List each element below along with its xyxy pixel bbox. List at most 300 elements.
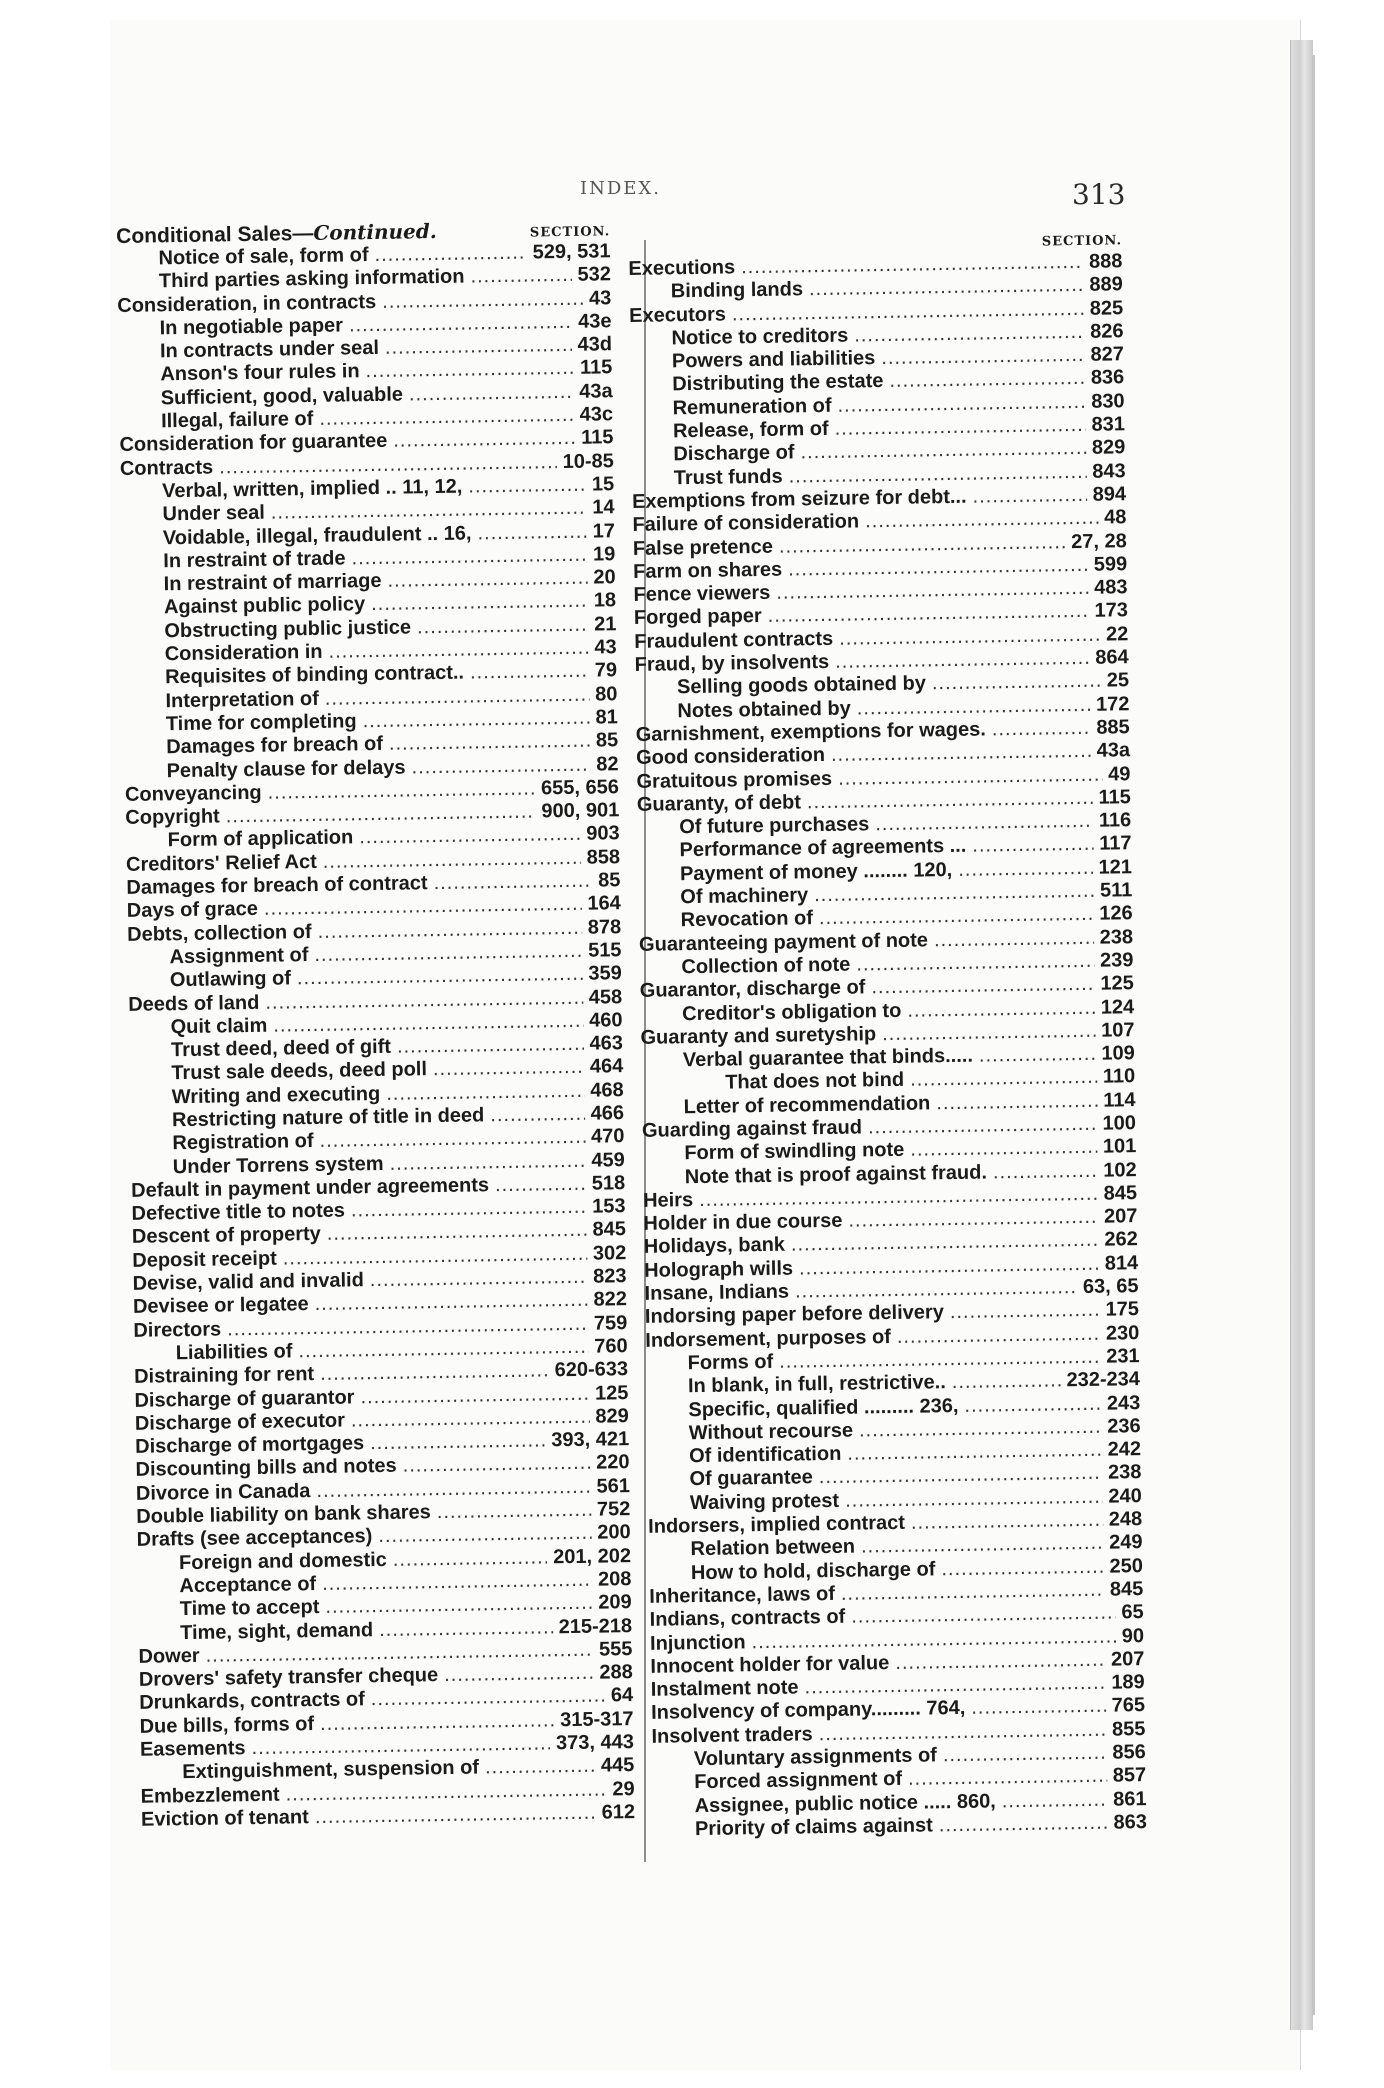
leader-dots bbox=[992, 717, 1091, 742]
entry-term: Discharge of mortgages bbox=[135, 1432, 365, 1458]
leader-dots bbox=[402, 1452, 590, 1478]
entry-section-number: 80 bbox=[595, 682, 618, 706]
entry-section-number: 49 bbox=[1108, 762, 1131, 786]
entry-section-number: 845 bbox=[1109, 1577, 1144, 1601]
entry-term: Against public policy bbox=[163, 593, 366, 619]
leader-dots bbox=[485, 1755, 595, 1780]
entry-section-number: 231 bbox=[1106, 1345, 1140, 1368]
entry-section-number: 125 bbox=[594, 1381, 629, 1405]
entry-section-number: 814 bbox=[1104, 1251, 1139, 1275]
entry-section-number: 173 bbox=[1094, 599, 1129, 623]
entry-term: Note that is proof against fraud. bbox=[684, 1161, 988, 1188]
entry-term: Indorsement, purposes of bbox=[645, 1325, 892, 1352]
leader-dots bbox=[889, 367, 1085, 393]
entry-term: Trust sale deeds, deed poll bbox=[171, 1058, 428, 1085]
leader-dots bbox=[433, 870, 592, 896]
entry-section-number: 65 bbox=[1121, 1601, 1144, 1624]
entry-section-number: 43e bbox=[578, 310, 612, 333]
entry-section-number: 15 bbox=[591, 473, 615, 496]
leader-dots bbox=[444, 1662, 594, 1688]
entry-term: Writing and executing bbox=[171, 1082, 381, 1108]
entry-term: Time for completing bbox=[165, 710, 357, 736]
entry-term: Form of application bbox=[167, 826, 354, 852]
entry-term: Extinguishment, suspension of bbox=[182, 1756, 480, 1784]
leader-dots bbox=[379, 1616, 553, 1642]
entry-term: Holidays, bank bbox=[643, 1234, 786, 1259]
entry-section-number: 843 bbox=[1092, 459, 1126, 483]
entry-term: Assignment of bbox=[169, 943, 309, 969]
leader-dots bbox=[417, 613, 588, 639]
entry-section-number: 885 bbox=[1096, 716, 1130, 739]
entry-term: Revocation of bbox=[680, 907, 814, 932]
leader-dots bbox=[875, 810, 1093, 837]
entry-term: That does not bind bbox=[725, 1069, 905, 1094]
leader-dots bbox=[409, 381, 574, 407]
entry-section-number: 856 bbox=[1112, 1741, 1146, 1764]
entry-term: Anson's four rules in bbox=[160, 360, 360, 386]
leader-dots bbox=[895, 1648, 1105, 1675]
entry-term: Guarding against fraud bbox=[641, 1116, 863, 1142]
entry-section-number: 458 bbox=[588, 985, 623, 1009]
leader-dots bbox=[882, 1020, 1095, 1047]
right-entry-list bbox=[628, 250, 1147, 1842]
entry-term: Sufficient, good, valuable bbox=[160, 383, 404, 410]
leader-dots bbox=[971, 1695, 1106, 1720]
entry-section-number: 900, 901 bbox=[541, 799, 620, 823]
entry-section-number: 889 bbox=[1089, 273, 1123, 297]
leader-dots bbox=[932, 670, 1101, 696]
entry-section-number: 27, 28 bbox=[1071, 529, 1127, 553]
entry-section-number: 599 bbox=[1093, 553, 1128, 576]
entry-section-number: 164 bbox=[587, 892, 621, 915]
leader-dots bbox=[371, 590, 588, 617]
leader-dots bbox=[490, 1103, 585, 1128]
entry-term: Holograph wills bbox=[644, 1257, 794, 1282]
entry-section-number: 831 bbox=[1091, 413, 1126, 436]
entry-section-number: 359 bbox=[588, 962, 623, 985]
entry-section-number: 829 bbox=[1091, 436, 1126, 460]
page-edge bbox=[1290, 40, 1313, 2030]
entry-term: Insolvent traders bbox=[651, 1722, 813, 1748]
entry-section-number: 209 bbox=[598, 1591, 632, 1614]
entry-section-number: 759 bbox=[593, 1311, 628, 1335]
entry-section-number: 43a bbox=[1096, 739, 1131, 762]
leader-dots bbox=[939, 1812, 1108, 1838]
entry-section-number: 201, 202 bbox=[552, 1544, 632, 1568]
entry-section-number: 64 bbox=[610, 1684, 634, 1707]
section-label: SECTION. bbox=[1041, 233, 1123, 250]
page-number: 313 bbox=[1072, 178, 1126, 211]
entry-term: Failure of consideration bbox=[632, 510, 860, 537]
entry-section-number: 373, 443 bbox=[555, 1731, 635, 1755]
index-column-right bbox=[628, 232, 1147, 1842]
entry-term: Devisee or legatee bbox=[132, 1293, 309, 1319]
entry-term: Exemptions from seizure for debt... bbox=[631, 485, 967, 513]
entry-section-number: 20 bbox=[593, 566, 616, 589]
entry-section-number: 43c bbox=[579, 403, 614, 426]
leader-dots bbox=[950, 1299, 1100, 1325]
entry-term: Guaranty and suretyship bbox=[640, 1022, 877, 1049]
leader-dots bbox=[477, 520, 587, 545]
leader-dots bbox=[943, 1742, 1107, 1768]
entry-section-number: 189 bbox=[1111, 1671, 1145, 1694]
entry-term: Letter of recommendation bbox=[683, 1092, 931, 1118]
entry-term: In contracts under seal bbox=[159, 337, 380, 363]
leader-dots bbox=[881, 344, 1085, 370]
leader-dots bbox=[374, 242, 526, 268]
entry-section-number: 822 bbox=[593, 1288, 628, 1311]
entry-term: Trust funds bbox=[673, 465, 783, 489]
entry-section-number: 110 bbox=[1102, 1065, 1136, 1089]
entry-section-number: 19 bbox=[592, 543, 616, 566]
entry-section-number: 240 bbox=[1108, 1484, 1142, 1508]
leader-dots bbox=[433, 1056, 584, 1082]
entry-term: Inheritance, laws of bbox=[649, 1582, 836, 1608]
entry-section-number: 79 bbox=[594, 659, 618, 682]
entry-section-number: 612 bbox=[601, 1800, 636, 1824]
leader-dots bbox=[437, 1499, 591, 1525]
entry-term: Easements bbox=[139, 1737, 246, 1761]
entry-term: Innocent holder for value bbox=[650, 1651, 890, 1678]
leader-dots bbox=[897, 1322, 1100, 1348]
entry-section-number: 21 bbox=[593, 612, 617, 636]
leader-dots bbox=[393, 1546, 548, 1572]
entry-section-number: 236 bbox=[1107, 1414, 1141, 1438]
entry-section-number: 836 bbox=[1090, 366, 1125, 390]
entry-section-number: 470 bbox=[590, 1125, 625, 1148]
entry-section-number: 511 bbox=[1099, 879, 1133, 902]
leader-dots bbox=[378, 1522, 591, 1549]
entry-section-number: 845 bbox=[592, 1218, 627, 1242]
entry-section-number: 109 bbox=[1101, 1042, 1136, 1065]
entry-section-number: 43 bbox=[594, 636, 617, 659]
entry-term: Assignee, public notice ..... 860, bbox=[694, 1790, 996, 1817]
entry-section-number: 894 bbox=[1092, 483, 1127, 506]
leader-dots bbox=[386, 1079, 584, 1105]
entry-section-number: 208 bbox=[597, 1567, 632, 1591]
entry-term: Insolvency of company......... 764, bbox=[650, 1697, 966, 1725]
leader-dots bbox=[952, 1370, 1061, 1395]
entry-section-number: 262 bbox=[1104, 1228, 1138, 1252]
entry-term: Notice of sale, form of bbox=[158, 244, 369, 270]
entry-section-number: 14 bbox=[592, 496, 615, 519]
entry-section-number: 529, 531 bbox=[532, 240, 611, 264]
entry-section-number: 515 bbox=[587, 939, 622, 962]
entry-term: How to hold, discharge of bbox=[690, 1557, 936, 1584]
entry-section-number: 43a bbox=[579, 380, 613, 403]
leader-dots bbox=[936, 1089, 1097, 1115]
entry-term: Heirs bbox=[642, 1188, 694, 1212]
entry-section-number: 238 bbox=[1107, 1461, 1142, 1485]
entry-section-number: 845 bbox=[1103, 1181, 1138, 1205]
entry-term: In restraint of trade bbox=[163, 547, 346, 573]
entry-term: In restraint of marriage bbox=[163, 570, 382, 596]
entry-section-number: 288 bbox=[599, 1661, 633, 1684]
entry-term: Days of grace bbox=[126, 898, 259, 923]
entry-section-number: 466 bbox=[590, 1102, 625, 1125]
entry-term: Restricting nature of title in deed bbox=[171, 1104, 485, 1132]
entry-term: Third parties asking information bbox=[158, 265, 465, 293]
entry-term: Double liability on bank shares bbox=[136, 1501, 431, 1528]
continued-italic: Continued. bbox=[313, 218, 437, 245]
leader-dots bbox=[397, 1033, 584, 1059]
entry-section-number: 25 bbox=[1106, 669, 1130, 692]
entry-section-number: 829 bbox=[595, 1404, 629, 1428]
leader-dots bbox=[349, 311, 573, 338]
entry-term: Conveyancing bbox=[124, 781, 262, 806]
entry-term: Collection of note bbox=[681, 953, 851, 979]
leader-dots bbox=[495, 1173, 586, 1198]
entry-section-number: 48 bbox=[1103, 506, 1127, 529]
entry-term: Good consideration bbox=[635, 744, 826, 770]
entry-term: Distraining for rent bbox=[133, 1363, 315, 1389]
leader-dots bbox=[958, 857, 1093, 882]
entry-section-number: 220 bbox=[595, 1451, 630, 1475]
entry-term: Damages for breach of contract bbox=[126, 872, 428, 899]
page-edge-shadow bbox=[1312, 55, 1315, 2015]
entry-term: Drafts (see acceptances) bbox=[136, 1525, 373, 1552]
entry-term: Time, sight, demand bbox=[179, 1618, 374, 1644]
entry-section-number: 115 bbox=[1098, 786, 1131, 809]
entry-section-number: 121 bbox=[1098, 855, 1133, 879]
entry-term: Fraudulent contracts bbox=[634, 627, 834, 653]
entry-section-number: 90 bbox=[1121, 1624, 1145, 1647]
entry-section-number: 655, 656 bbox=[540, 775, 620, 800]
entry-section-number: 85 bbox=[597, 869, 621, 892]
entry-section-number: 765 bbox=[1111, 1694, 1146, 1717]
leader-dots bbox=[993, 1159, 1098, 1184]
leader-dots bbox=[382, 287, 583, 313]
entry-section-number: 532 bbox=[577, 263, 612, 287]
index-column-left bbox=[116, 216, 635, 1832]
entry-term: Remuneration of bbox=[672, 394, 832, 420]
entry-section-number: 555 bbox=[598, 1637, 633, 1661]
entry-section-number: 468 bbox=[590, 1078, 624, 1102]
entry-section-number: 459 bbox=[591, 1148, 625, 1172]
entry-term: Consideration for guarantee bbox=[119, 430, 388, 457]
entry-term: Creditors' Relief Act bbox=[125, 850, 317, 876]
entry-section-number: 100 bbox=[1102, 1112, 1137, 1135]
entry-term: Specific, qualified ......... 236, bbox=[688, 1394, 959, 1421]
entry-term: Verbal, written, implied .. 11, 12, bbox=[162, 475, 463, 503]
entry-term: Garnishment, exemptions for wages. bbox=[635, 718, 986, 746]
entry-term: Requisites of binding contract.. bbox=[164, 661, 465, 689]
entry-term: Acceptance of bbox=[179, 1572, 317, 1598]
entry-term: Quit claim bbox=[170, 1014, 268, 1039]
entry-section-number: 238 bbox=[1099, 925, 1134, 949]
entry-section-number: 172 bbox=[1095, 692, 1130, 716]
leader-dots bbox=[911, 1509, 1103, 1535]
entry-section-number: 10-85 bbox=[562, 449, 614, 473]
entry-term: Of future purchases bbox=[679, 813, 870, 839]
entry-term: Defective title to notes bbox=[131, 1199, 346, 1226]
entry-term: Eviction of tenant bbox=[140, 1806, 310, 1831]
leader-dots bbox=[972, 833, 1093, 858]
leader-dots bbox=[910, 1066, 1097, 1092]
entry-term: Foreign and domestic bbox=[178, 1548, 387, 1574]
entry-term: Guaranteeing payment of note bbox=[638, 928, 929, 956]
entry-term: Consideration, in contracts bbox=[117, 290, 377, 317]
entry-term: Release, form of bbox=[672, 417, 829, 443]
entry-term: Distributing the estate bbox=[672, 370, 884, 396]
entry-term: Liabilities of bbox=[175, 1340, 293, 1365]
leader-dots bbox=[1002, 1788, 1108, 1813]
entry-term: Selling goods obtained by bbox=[676, 672, 927, 699]
running-head: INDEX. bbox=[580, 178, 661, 199]
entry-section-number: 18 bbox=[593, 589, 617, 612]
entry-term: In negotiable paper bbox=[159, 314, 344, 340]
leader-dots bbox=[907, 996, 1095, 1022]
leader-dots bbox=[370, 1266, 588, 1293]
entry-term: Debts, collection of bbox=[126, 920, 312, 946]
entry-section-number: 250 bbox=[1109, 1554, 1144, 1578]
entry-term: Creditor's obligation to bbox=[681, 999, 902, 1025]
leader-dots bbox=[468, 474, 586, 499]
entry-term: Insane, Indians bbox=[644, 1280, 790, 1305]
entry-term: Priority of claims against bbox=[694, 1814, 933, 1841]
entry-term: Contracts bbox=[119, 456, 214, 480]
entry-term: Of identification bbox=[688, 1442, 842, 1468]
entry-term: Fraud, by insolvents bbox=[634, 650, 830, 676]
entry-term: Interpretation of bbox=[165, 687, 319, 712]
leader-dots bbox=[365, 357, 574, 384]
entry-section-number: 207 bbox=[1103, 1205, 1138, 1228]
entry-term: Directors bbox=[133, 1318, 222, 1342]
entry-term: Drovers' safety transfer cheque bbox=[138, 1664, 439, 1691]
entry-term: Default in payment under agreements bbox=[131, 1174, 490, 1202]
entry-term: Consideration in bbox=[164, 640, 323, 666]
leader-dots bbox=[871, 973, 1094, 1000]
entry-term: Farm on shares bbox=[633, 558, 783, 583]
entry-section-number: 445 bbox=[600, 1754, 635, 1777]
entry-term: Notes obtained by bbox=[677, 697, 851, 722]
entry-term: Gratuitous promises bbox=[636, 767, 833, 793]
entry-section-number: 827 bbox=[1090, 343, 1125, 366]
entry-section-number: 858 bbox=[586, 845, 621, 869]
entry-term: Descent of property bbox=[131, 1223, 322, 1249]
entry-term: Divorce in Canada bbox=[135, 1479, 311, 1505]
entry-term: Payment of money ........ 120, bbox=[679, 858, 953, 885]
entry-section-number: 861 bbox=[1113, 1787, 1147, 1811]
entry-term: Verbal guarantee that binds..... bbox=[682, 1044, 974, 1072]
entry-term: Executors bbox=[629, 303, 727, 327]
entry-section-number: 115 bbox=[579, 356, 613, 380]
entry-term: Under Torrens system bbox=[172, 1152, 384, 1178]
entry-section-number: 215-218 bbox=[558, 1614, 633, 1638]
entry-term: Deposit receipt bbox=[132, 1247, 277, 1272]
entry-section-number: 63, 65 bbox=[1082, 1275, 1139, 1299]
leader-dots bbox=[908, 1765, 1107, 1791]
entry-section-number: 863 bbox=[1113, 1810, 1148, 1834]
leader-dots bbox=[979, 1043, 1096, 1068]
entry-term: Executions bbox=[628, 256, 736, 280]
leader-dots bbox=[315, 1802, 596, 1830]
entry-section-number: 29 bbox=[612, 1777, 635, 1800]
entry-section-number: 17 bbox=[592, 519, 616, 543]
entry-term: In blank, in full, restrictive.. bbox=[687, 1371, 946, 1398]
entry-term: Damages for breach of bbox=[166, 733, 384, 759]
leader-dots bbox=[964, 1392, 1101, 1417]
entry-term: Fence viewers bbox=[633, 581, 771, 607]
leader-dots bbox=[389, 1149, 585, 1175]
entry-section-number: 620-633 bbox=[554, 1358, 629, 1382]
entry-term: Relation between bbox=[690, 1535, 856, 1561]
entry-term: Dower bbox=[138, 1644, 200, 1668]
leader-dots bbox=[387, 567, 587, 593]
entry-section-number: 248 bbox=[1108, 1508, 1143, 1531]
entry-section-number: 878 bbox=[587, 915, 622, 939]
leader-dots bbox=[910, 1136, 1097, 1162]
entry-term: Deeds of land bbox=[128, 991, 260, 1016]
entry-section-number: 393, 421 bbox=[551, 1428, 630, 1452]
entry-term: Holder in due course bbox=[643, 1209, 843, 1236]
entry-term: Guaranty, of debt bbox=[636, 791, 802, 816]
entry-section-number: 518 bbox=[591, 1171, 626, 1195]
entry-term: Forms of bbox=[687, 1350, 774, 1375]
entry-section-number: 864 bbox=[1095, 646, 1129, 669]
entry-section-number: 207 bbox=[1110, 1647, 1145, 1671]
entry-section-number: 117 bbox=[1099, 832, 1132, 856]
section-label: SECTION. bbox=[529, 224, 611, 241]
entry-section-number: 232-234 bbox=[1066, 1368, 1141, 1392]
leader-dots bbox=[941, 1555, 1104, 1581]
entry-term: Devise, valid and invalid bbox=[132, 1269, 364, 1295]
entry-section-number: 463 bbox=[589, 1032, 624, 1055]
entry-section-number: 830 bbox=[1091, 390, 1125, 413]
entry-term: Waiving protest bbox=[689, 1489, 840, 1514]
leader-dots bbox=[385, 334, 572, 360]
entry-section-number: 43d bbox=[577, 333, 613, 356]
entry-section-number: 107 bbox=[1100, 1018, 1135, 1042]
entry-term: Discharge of executor bbox=[134, 1409, 346, 1435]
entry-section-number: 249 bbox=[1108, 1531, 1143, 1554]
entry-section-number: 460 bbox=[589, 1008, 623, 1032]
entry-term: Injunction bbox=[649, 1630, 746, 1655]
entry-term: Obstructing public justice bbox=[164, 616, 412, 643]
entry-section-number: 752 bbox=[596, 1498, 631, 1521]
entry-term: Binding lands bbox=[670, 278, 804, 303]
entry-section-number: 302 bbox=[592, 1241, 627, 1265]
entry-term: Discharge of bbox=[673, 441, 795, 466]
entry-term: Voluntary assignments of bbox=[693, 1744, 938, 1771]
entry-term: Copyright bbox=[125, 805, 220, 830]
entry-section-number: 175 bbox=[1105, 1298, 1140, 1321]
entry-section-number: 903 bbox=[586, 822, 620, 846]
entry-section-number: 239 bbox=[1099, 949, 1134, 972]
entry-term: Illegal, failure of bbox=[160, 408, 314, 433]
leader-dots bbox=[470, 660, 589, 685]
entry-section-number: 116 bbox=[1098, 809, 1132, 832]
entry-section-number: 483 bbox=[1093, 576, 1128, 599]
entry-section-number: 315-317 bbox=[559, 1707, 634, 1731]
entry-section-number: 126 bbox=[1099, 902, 1133, 925]
leader-dots bbox=[370, 1430, 546, 1456]
entry-section-number: 43 bbox=[588, 286, 612, 310]
entry-section-number: 200 bbox=[597, 1521, 631, 1544]
entry-section-number: 855 bbox=[1111, 1717, 1146, 1741]
entry-term: Discharge of guarantor bbox=[134, 1385, 355, 1412]
entry-section-number: 22 bbox=[1105, 622, 1129, 646]
entry-section-number: 124 bbox=[1100, 995, 1135, 1019]
entry-section-number: 561 bbox=[596, 1474, 631, 1498]
entry-section-number: 242 bbox=[1107, 1438, 1142, 1461]
leader-dots bbox=[934, 926, 1094, 952]
entry-section-number: 464 bbox=[589, 1055, 624, 1079]
leader-dots bbox=[411, 753, 590, 779]
entry-section-number: 857 bbox=[1112, 1764, 1147, 1787]
entry-term: Forged paper bbox=[633, 605, 762, 630]
entry-term: Penalty clause for delays bbox=[166, 756, 406, 782]
